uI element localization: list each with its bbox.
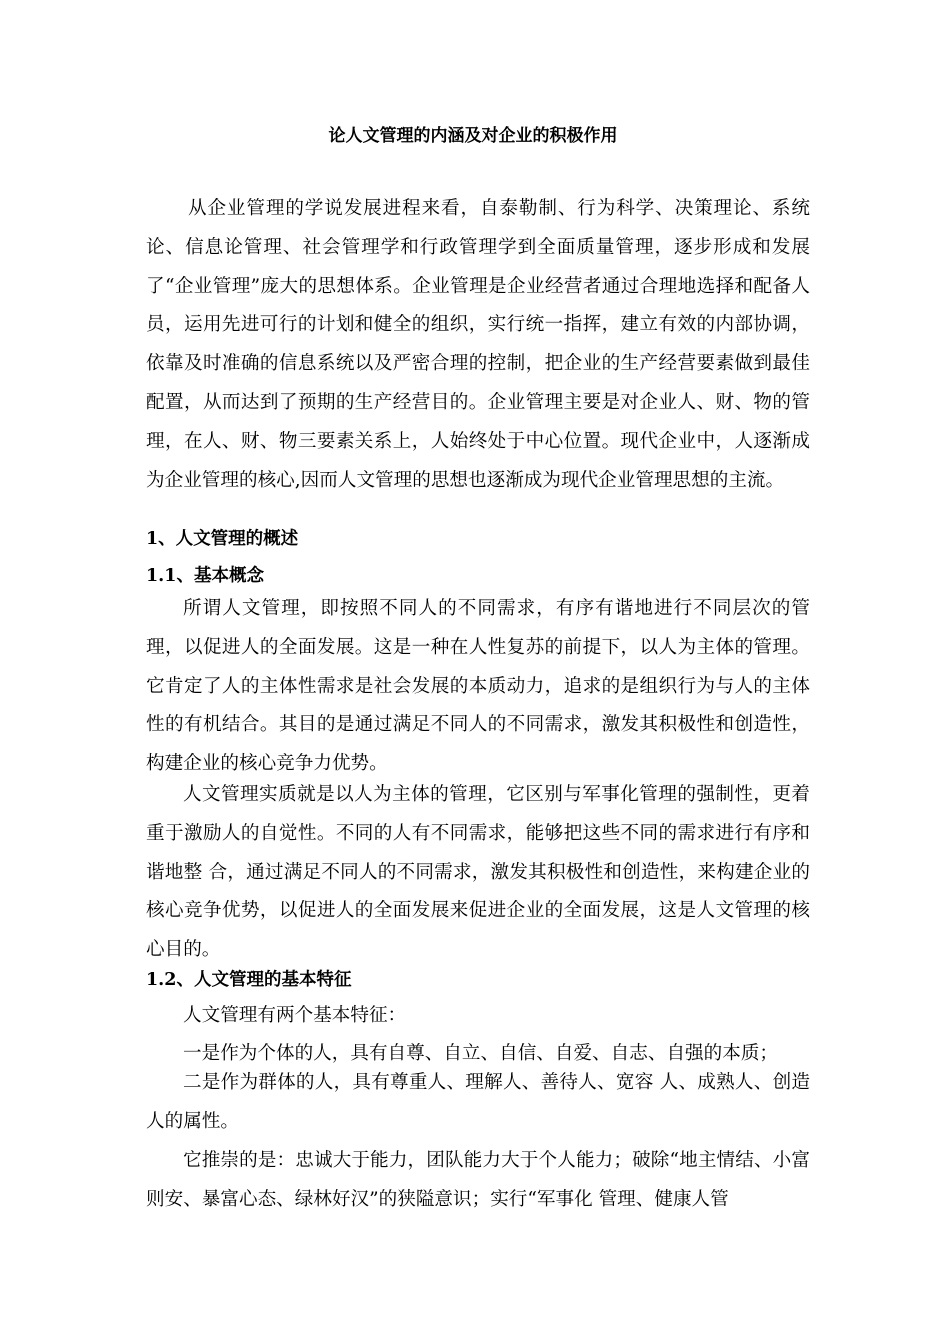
section-1-heading: 1、人文管理的概述 — [146, 529, 299, 549]
section-1-1-paragraph-1: 所谓人文管理，即按照不同人的不同需求，有序有谐地进行不同层次的管理，以促进人的全面发展。这是一种在人性复苏的前提下，以人为主体的管理。它肯定了人的主体性需求是社会发展的本质动力，追求的是组织行为与人的主体性的有机结合。其目的是通过满足不同人的不同需求，激发其积极性和创造性，构建企业的核心竞争力优势。 — [146, 598, 810, 775]
section-1-2-feature-2: 二是作为群体的人，具有尊重人、理解人、善待人、宽容 人、成熟人、创造人的属性。 — [146, 1072, 810, 1132]
section-1-2-feature-1: 一是作为个体的人，具有自尊、自立、自信、自爱、自志、自强的本质； — [183, 1043, 779, 1064]
document-title: 论人文管理的内涵及对企业的积极作用 — [328, 126, 618, 146]
section-1-2-paragraph-4: 它推崇的是：忠诚大于能力，团队能力大于个人能力；破除“地主情结、小富则安、暴富心态、绿林好汉”的狭隘意识；实行“军事化 管理、健康人管 — [146, 1150, 810, 1210]
section-1-1-heading: 1.1、基本概念 — [146, 566, 264, 586]
section-1-2-heading: 1.2、人文管理的基本特征 — [146, 970, 352, 990]
section-1-1-paragraph-2: 人文管理实质就是以人为主体的管理，它区别与军事化管理的强制性，更着重于激励人的自觉性。不同的人有不同需求，能够把这些不同的需求进行有序和谐地整 合，通过满足不同人的不同需求，激发其积极性和创造性，来构建企业的核心竞争优势，以促进人的全面发展来促进企业的全面发展，这是人文管理的核心目的。 — [146, 784, 810, 961]
section-1-2-intro-line: 人文管理有两个基本特征： — [183, 1005, 407, 1026]
intro-paragraph: 从企业管理的学说发展进程来看，自泰勒制、行为科学、决策理论、系统论、信息论管理、社会管理学和行政管理学到全面质量管理，逐步形成和发展了“企业管理”庞大的思想体系。企业管理是企业经营者通过合理地选择和配备人员，运用先进可行的计划和健全的组织，实行统一指挥，建立有效的内部协调，依靠及时准确的信息系统以及严密合理的控制，把企业的生产经营要素做到最佳配置，从而达到了预期的生产经营目的。企业管理主要是对企业人、财、物的管理，在人、财、物三要素关系上，人始终处于中心位置。现代企业中，人逐渐成为企业管理的核心,因而人文管理的思想也逐渐成为现代企业管理思想的主流。 — [146, 198, 810, 491]
